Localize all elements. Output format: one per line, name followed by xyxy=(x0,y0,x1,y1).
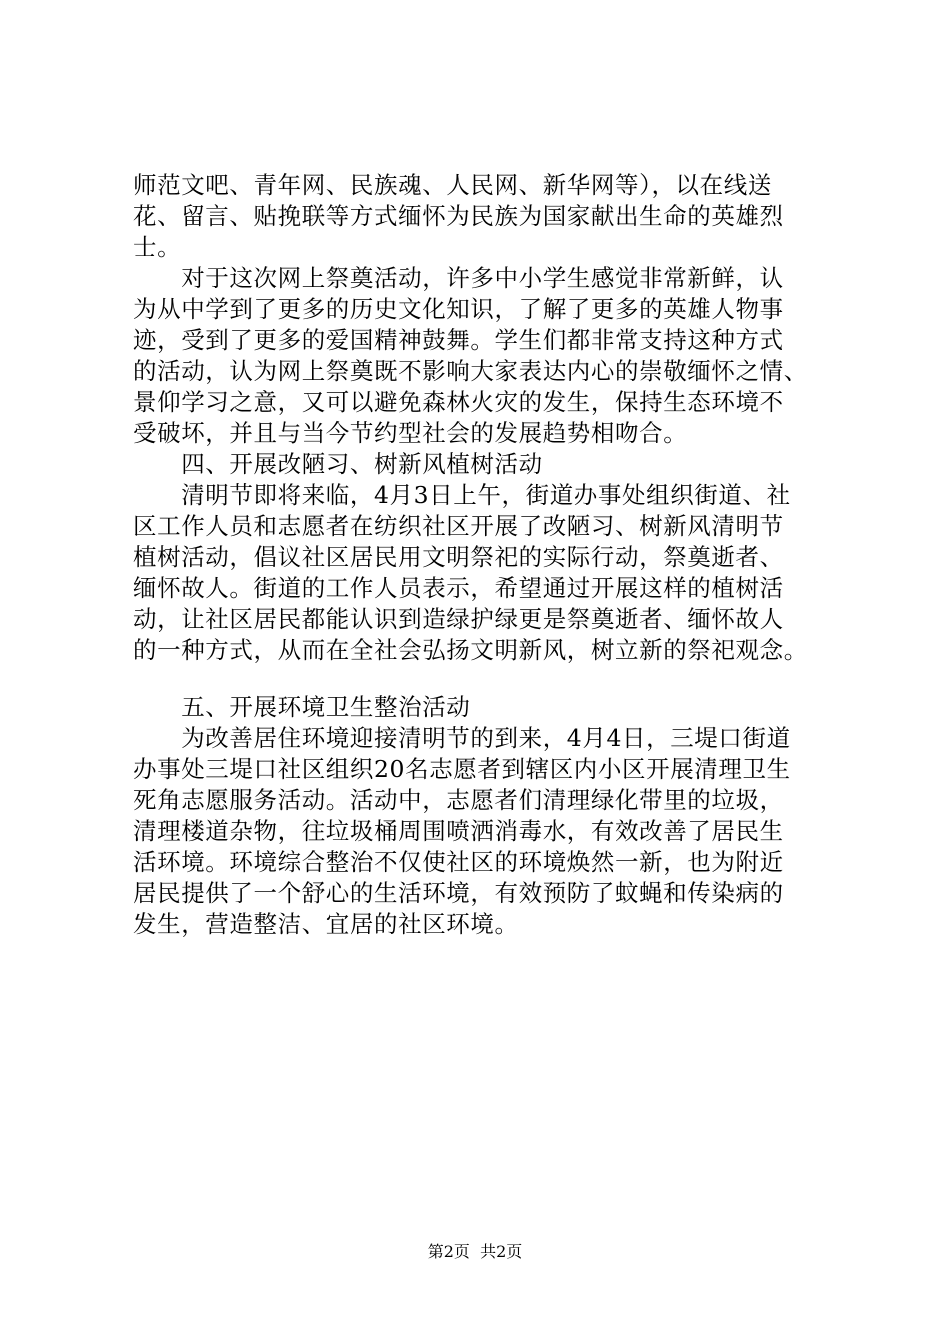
text-line: 清明节即将来临，4月3日上午，街道办事处组织街道、社 xyxy=(133,481,791,509)
text-line: 办事处三堤口社区组织20名志愿者到辖区内小区开展清理卫生 xyxy=(133,755,791,783)
text-line: 的活动，认为网上祭奠既不影响大家表达内心的崇敬缅怀之情、 xyxy=(133,357,808,385)
text-line: 迹，受到了更多的爱国精神鼓舞。学生们都非常支持这种方式 xyxy=(133,326,784,354)
text-line: 受破坏，并且与当今节约型社会的发展趋势相吻合。 xyxy=(133,419,688,447)
page-number-footer: 第2页 共2页 xyxy=(427,1242,523,1261)
text-line: 景仰学习之意，又可以避免森林火灾的发生，保持生态环境不 xyxy=(133,388,784,416)
text-line: 植树活动，倡议社区居民用文明祭祀的实际行动，祭奠逝者、 xyxy=(133,543,784,571)
text-line: 居民提供了一个舒心的生活环境，有效预防了蚊蝇和传染病的 xyxy=(133,879,784,907)
text-line: 发生，营造整洁、宜居的社区环境。 xyxy=(133,910,519,938)
text-line: 士。 xyxy=(133,233,182,261)
text-line: 为从中学到了更多的历史文化知识，了解了更多的英雄人物事 xyxy=(133,295,784,323)
document-body xyxy=(133,170,833,940)
text-line: 区工作人员和志愿者在纺织社区开展了改陋习、树新风清明节 xyxy=(133,512,784,540)
text-line: 活环境。环境综合整治不仅使社区的环境焕然一新，也为附近 xyxy=(133,848,784,876)
text-line: 花、留言、贴挽联等方式缅怀为民族为国家献出生命的英雄烈 xyxy=(133,202,784,230)
text-line: 动，让社区居民都能认识到造绿护绿更是祭奠逝者、缅怀故人 xyxy=(133,605,784,633)
text-line: 死角志愿服务活动。活动中，志愿者们清理绿化带里的垃圾， xyxy=(133,786,784,814)
text-line: 缅怀故人。街道的工作人员表示，希望通过开展这样的植树活 xyxy=(133,574,784,602)
text-line: 对于这次网上祭奠活动，许多中小学生感觉非常新鲜，认 xyxy=(133,264,784,292)
text-line: 清理楼道杂物，往垃圾桶周围喷洒消毒水，有效改善了居民生 xyxy=(133,817,784,845)
text-line: 为改善居住环境迎接清明节的到来，4月4日，三堤口街道 xyxy=(133,724,791,752)
text-line: 的一种方式，从而在全社会弘扬文明新风，树立新的祭祀观念。 xyxy=(133,636,808,664)
text-line: 师范文吧、青年网、民族魂、人民网、新华网等），以在线送 xyxy=(133,171,772,199)
paragraph-gap xyxy=(133,666,833,692)
section-heading: 四、开展改陋习、树新风植树活动 xyxy=(133,450,543,478)
section-heading: 五、开展环境卫生整治活动 xyxy=(133,693,471,721)
